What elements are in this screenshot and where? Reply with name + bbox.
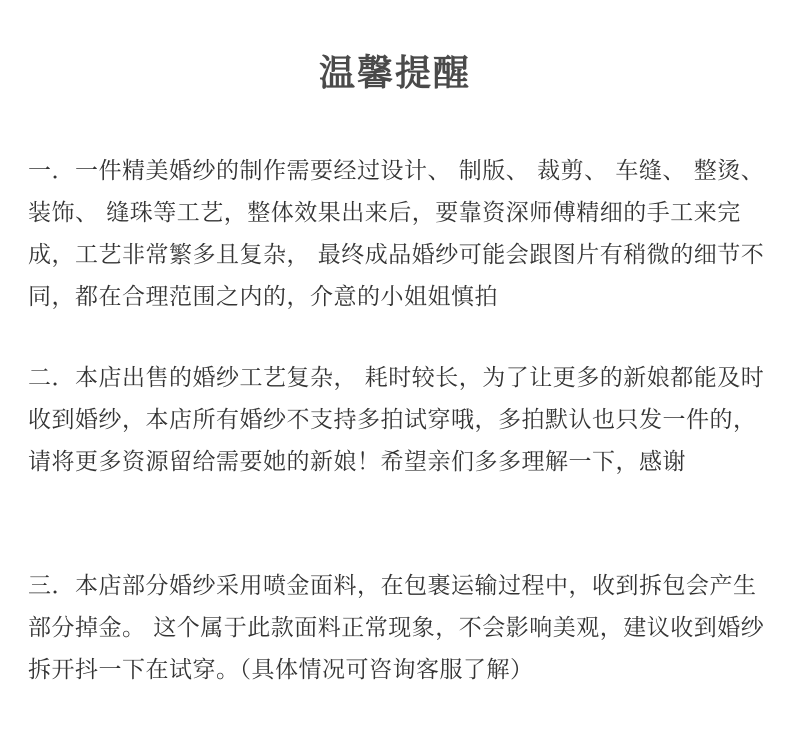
notice-paragraph-1: 一．一件精美婚纱的制作需要经过设计、 制版、 裁剪、 车缝、 整烫、 装饰、 缝珠等工艺，整体效果出来后，要靠资深师傅精细的手工来完成，工艺非常繁多且复杂， 最终成品婚纱可能会跟图片有稍微的细节不同，都在合理范围之内的，介意的小姐姐慎拍 [28,158,765,310]
notice-paragraph-2: 二．本店出售的婚纱工艺复杂， 耗时较长，为了让更多的新娘都能及时收到婚纱，本店所有婚纱不支持多拍试穿哦，多拍默认也只发一件的，请将更多资源留给需要她的新娘！希望亲们多多理解一下，感谢 [28,365,765,475]
notice-paragraph-3: 三．本店部分婚纱采用喷金面料，在包裹运输过程中，收到拆包会产生部分掉金。 这个属于此款面料正常现象，不会影响美观，建议收到婚纱拆开抖一下在试穿。（具体情况可咨询客服了解） [28,573,765,683]
page-title: 温馨提醒 [318,53,471,94]
